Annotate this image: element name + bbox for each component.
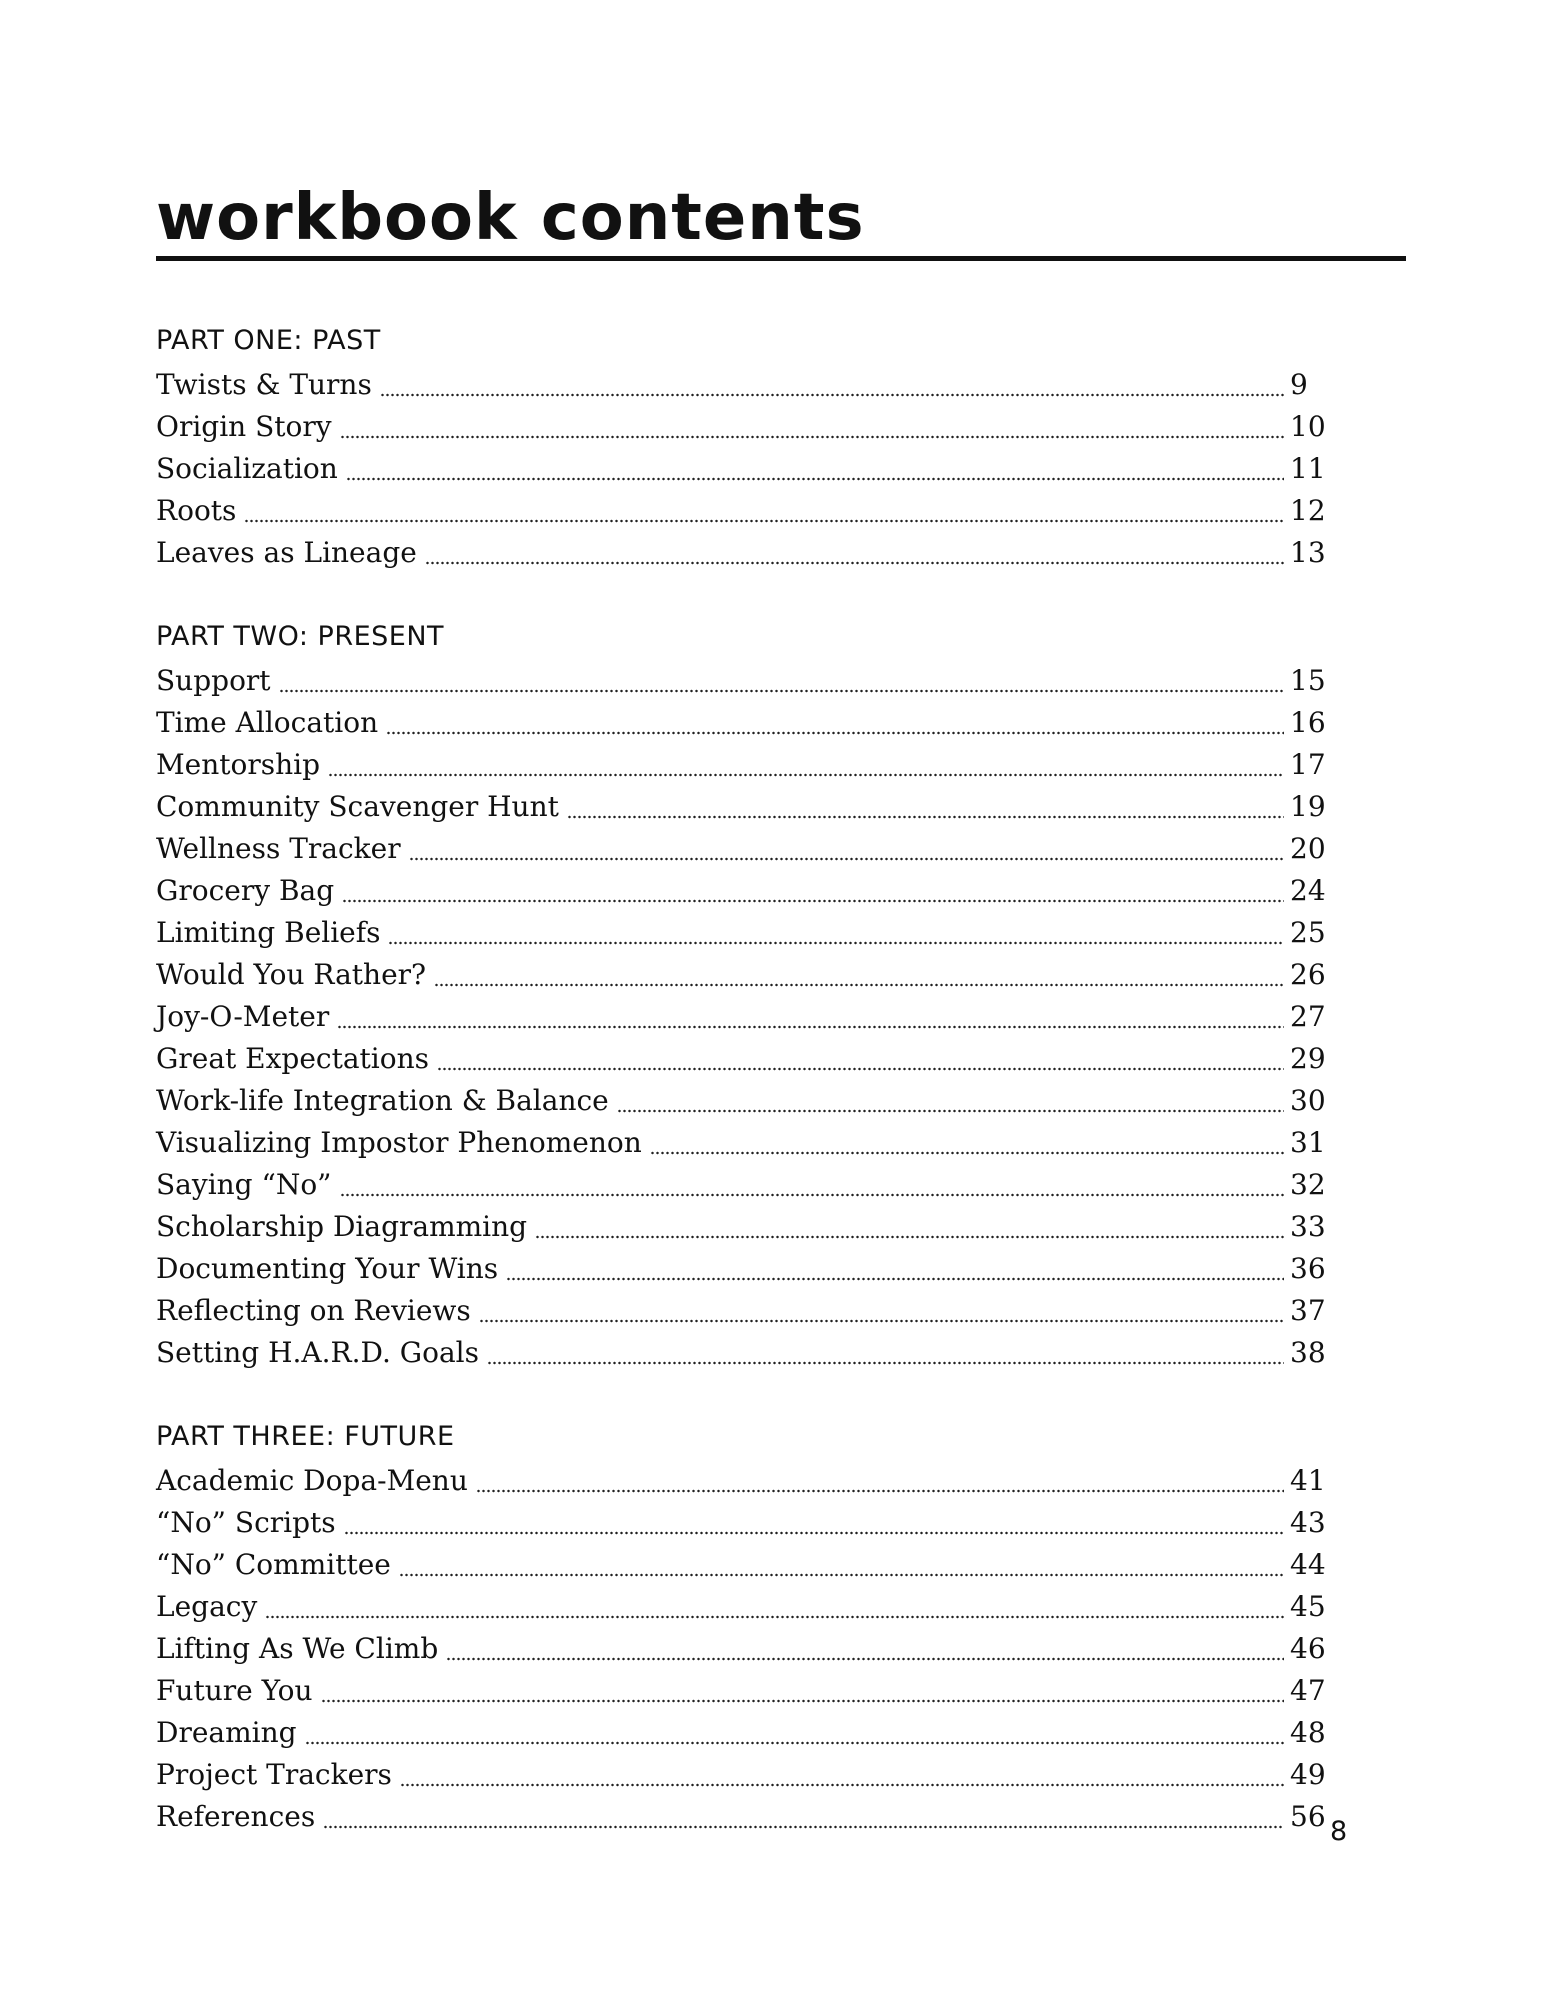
section-heading: PART TWO: PRESENT bbox=[156, 621, 445, 652]
toc-entry-page: 36 bbox=[1290, 1252, 1326, 1285]
toc-entry-title: Limiting Beliefs bbox=[156, 916, 381, 949]
dot-leader bbox=[425, 561, 1284, 565]
dot-leader bbox=[535, 1235, 1284, 1239]
toc-entry-title: Legacy bbox=[156, 1590, 258, 1623]
toc-entry-page: 10 bbox=[1290, 410, 1326, 443]
toc-entry bbox=[156, 1460, 1336, 1502]
title-rule bbox=[156, 256, 1406, 261]
toc-entry-page: 44 bbox=[1290, 1548, 1326, 1581]
toc-section bbox=[156, 1414, 1336, 1838]
toc-entry-page: 12 bbox=[1290, 494, 1326, 527]
toc-entry bbox=[156, 1038, 1336, 1080]
dot-leader bbox=[476, 1489, 1284, 1493]
toc-entry-page: 32 bbox=[1290, 1168, 1326, 1201]
dot-leader bbox=[434, 983, 1284, 987]
toc-section bbox=[156, 318, 1336, 574]
dot-leader bbox=[409, 857, 1284, 861]
dot-leader bbox=[567, 815, 1284, 819]
toc-entry bbox=[156, 996, 1336, 1038]
toc-entry-title: Dreaming bbox=[156, 1716, 297, 1749]
toc-entry bbox=[156, 786, 1336, 828]
toc-entry-page: 26 bbox=[1290, 958, 1326, 991]
toc-entry bbox=[156, 702, 1336, 744]
toc-entry bbox=[156, 1080, 1336, 1122]
toc-entry-title: “No” Committee bbox=[156, 1548, 391, 1581]
toc-entry bbox=[156, 532, 1336, 574]
toc-entry-page: 31 bbox=[1290, 1126, 1326, 1159]
page-number: 8 bbox=[1330, 1816, 1348, 1847]
toc-entry-title: Work-life Integration & Balance bbox=[156, 1084, 609, 1117]
toc-entry-page: 56 bbox=[1290, 1800, 1326, 1833]
toc-entry-page: 19 bbox=[1290, 790, 1326, 823]
toc-entry bbox=[156, 448, 1336, 490]
dot-leader bbox=[650, 1151, 1284, 1155]
toc-entry-title: Joy-O-Meter bbox=[156, 1000, 330, 1033]
dot-leader bbox=[323, 1825, 1284, 1829]
dot-leader bbox=[386, 731, 1284, 735]
section-heading: PART THREE: FUTURE bbox=[156, 1421, 455, 1452]
toc-entry-title: Scholarship Diagramming bbox=[156, 1210, 528, 1243]
dot-leader bbox=[340, 435, 1284, 439]
toc-entry-title: Leaves as Lineage bbox=[156, 536, 417, 569]
toc-entry-title: References bbox=[156, 1800, 316, 1833]
toc-entry-title: Socialization bbox=[156, 452, 338, 485]
toc-entry-title: Reflecting on Reviews bbox=[156, 1294, 471, 1327]
section-heading: PART ONE: PAST bbox=[156, 325, 381, 356]
dot-leader bbox=[388, 941, 1284, 945]
toc-entry bbox=[156, 1670, 1336, 1712]
toc-entry-title: Grocery Bag bbox=[156, 874, 335, 907]
toc-entry-title: Great Expectations bbox=[156, 1042, 429, 1075]
toc-entry bbox=[156, 1502, 1336, 1544]
toc-entry-page: 46 bbox=[1290, 1632, 1326, 1665]
toc-entry-title: “No” Scripts bbox=[156, 1506, 336, 1539]
toc-entry bbox=[156, 1796, 1336, 1838]
dot-leader bbox=[487, 1361, 1284, 1365]
toc-entry-title: Saying “No” bbox=[156, 1168, 332, 1201]
toc-entry bbox=[156, 1206, 1336, 1248]
toc-entry bbox=[156, 954, 1336, 996]
toc-entry-title: Community Scavenger Hunt bbox=[156, 790, 559, 823]
toc-entry-page: 20 bbox=[1290, 832, 1326, 865]
toc-entry-page: 13 bbox=[1290, 536, 1326, 569]
toc-entry-title: Lifting As We Climb bbox=[156, 1632, 439, 1665]
dot-leader bbox=[342, 899, 1284, 903]
toc-entry-page: 49 bbox=[1290, 1758, 1326, 1791]
dot-leader bbox=[380, 393, 1284, 397]
toc-entry-page: 9 bbox=[1290, 368, 1308, 401]
toc-entry bbox=[156, 364, 1336, 406]
toc-entry-title: Setting H.A.R.D. Goals bbox=[156, 1336, 479, 1369]
toc-entry bbox=[156, 870, 1336, 912]
dot-leader bbox=[344, 1531, 1284, 1535]
toc-entry bbox=[156, 1544, 1336, 1586]
toc-entry-page: 30 bbox=[1290, 1084, 1326, 1117]
page-title: workbook contents bbox=[156, 181, 865, 255]
toc-entry-page: 43 bbox=[1290, 1506, 1326, 1539]
toc-entry-page: 16 bbox=[1290, 706, 1326, 739]
toc-entry bbox=[156, 660, 1336, 702]
toc-entry-title: Documenting Your Wins bbox=[156, 1252, 499, 1285]
toc-entry-title: Origin Story bbox=[156, 410, 332, 443]
toc-entry-page: 11 bbox=[1290, 452, 1326, 485]
toc-entry bbox=[156, 1628, 1336, 1670]
toc-entry bbox=[156, 1122, 1336, 1164]
toc-entry-title: Wellness Tracker bbox=[156, 832, 401, 865]
dot-leader bbox=[328, 773, 1284, 777]
toc-entry bbox=[156, 1290, 1336, 1332]
dot-leader bbox=[400, 1783, 1284, 1787]
toc-entry-title: Would You Rather? bbox=[156, 958, 427, 991]
toc-entry-page: 37 bbox=[1290, 1294, 1326, 1327]
toc-entry bbox=[156, 828, 1336, 870]
toc-entry-page: 41 bbox=[1290, 1464, 1326, 1497]
dot-leader bbox=[346, 477, 1284, 481]
toc-entry-title: Support bbox=[156, 664, 271, 697]
toc-entry bbox=[156, 1164, 1336, 1206]
toc-entry-page: 48 bbox=[1290, 1716, 1326, 1749]
toc-entry-page: 33 bbox=[1290, 1210, 1326, 1243]
toc-entry-page: 29 bbox=[1290, 1042, 1326, 1075]
toc-entry bbox=[156, 1586, 1336, 1628]
toc-entry-page: 45 bbox=[1290, 1590, 1326, 1623]
dot-leader bbox=[617, 1109, 1284, 1113]
toc-section bbox=[156, 614, 1336, 1374]
toc-entry-page: 38 bbox=[1290, 1336, 1326, 1369]
toc-entry bbox=[156, 744, 1336, 786]
toc-entry-page: 25 bbox=[1290, 916, 1326, 949]
toc-entry bbox=[156, 1754, 1336, 1796]
dot-leader bbox=[244, 519, 1284, 523]
toc-entry-title: Visualizing Impostor Phenomenon bbox=[156, 1126, 642, 1159]
toc-entry-title: Roots bbox=[156, 494, 237, 527]
toc-entry-page: 24 bbox=[1290, 874, 1326, 907]
toc-entry bbox=[156, 912, 1336, 954]
toc-entry bbox=[156, 1332, 1336, 1374]
toc-entry bbox=[156, 490, 1336, 532]
toc-entry-title: Future You bbox=[156, 1674, 313, 1707]
toc-entry-page: 47 bbox=[1290, 1674, 1326, 1707]
dot-leader bbox=[446, 1657, 1284, 1661]
dot-leader bbox=[399, 1573, 1284, 1577]
dot-leader bbox=[479, 1319, 1284, 1323]
dot-leader bbox=[337, 1025, 1284, 1029]
toc-entry-page: 27 bbox=[1290, 1000, 1326, 1033]
dot-leader bbox=[506, 1277, 1284, 1281]
toc-entry-page: 15 bbox=[1290, 664, 1326, 697]
dot-leader bbox=[305, 1741, 1284, 1745]
toc-entry-title: Project Trackers bbox=[156, 1758, 392, 1791]
toc-entry-title: Mentorship bbox=[156, 748, 321, 781]
toc-entry-page: 17 bbox=[1290, 748, 1326, 781]
toc-entry-title: Twists & Turns bbox=[156, 368, 372, 401]
toc-entry bbox=[156, 1248, 1336, 1290]
table-of-contents bbox=[156, 318, 1336, 1878]
toc-entry bbox=[156, 406, 1336, 448]
toc-entry-title: Time Allocation bbox=[156, 706, 379, 739]
toc-entry-title: Academic Dopa-Menu bbox=[156, 1464, 468, 1497]
dot-leader bbox=[437, 1067, 1284, 1071]
dot-leader bbox=[321, 1699, 1284, 1703]
toc-entry bbox=[156, 1712, 1336, 1754]
dot-leader bbox=[265, 1615, 1284, 1619]
dot-leader bbox=[279, 689, 1284, 693]
dot-leader bbox=[340, 1193, 1285, 1197]
